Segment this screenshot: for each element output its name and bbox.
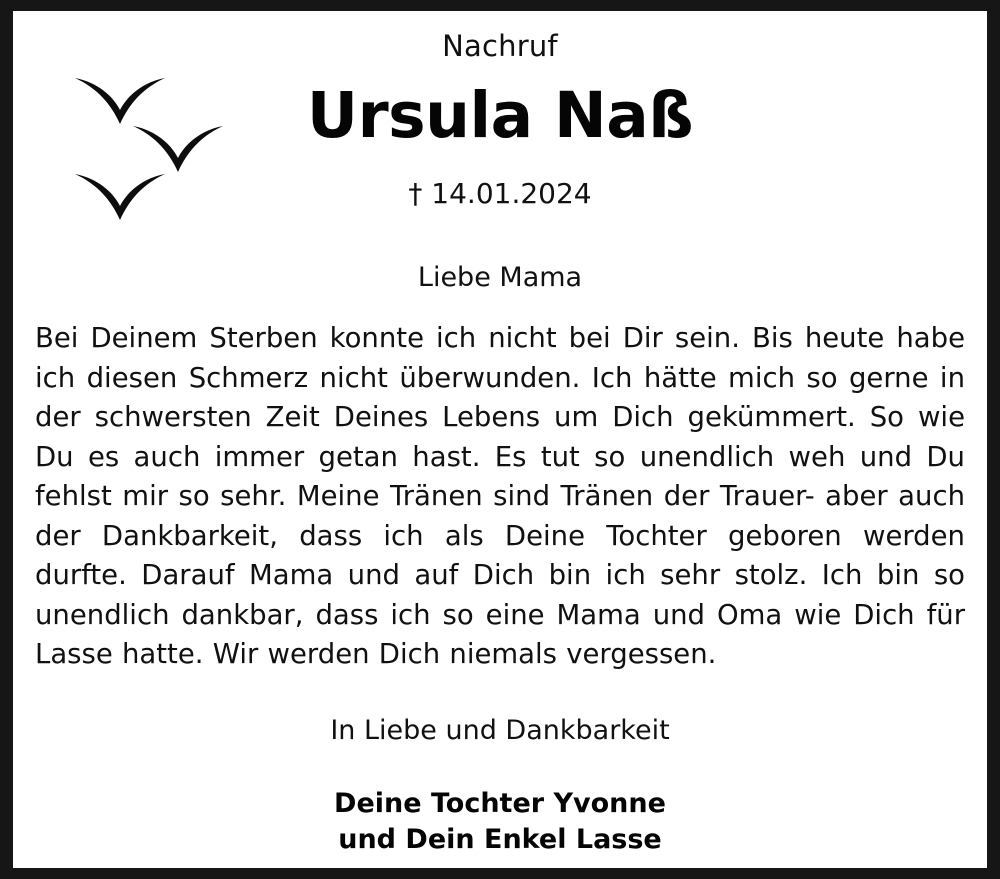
three-flying-birds-icon — [61, 66, 281, 226]
salutation: Liebe Mama — [417, 262, 583, 294]
signature-line-2: und Dein Enkel Lasse — [338, 823, 662, 855]
closing-line: In Liebe und Dankbarkeit — [330, 714, 670, 746]
obituary-inner — [13, 11, 987, 868]
signature-block — [13, 786, 987, 858]
signature-line-1: Deine Tochter Yvonne — [334, 787, 666, 819]
document-heading: Nachruf — [442, 29, 558, 63]
death-date: † 14.01.2024 — [408, 177, 592, 211]
deceased-name: Ursula Naß — [306, 79, 694, 152]
memorial-text: Bei Deinem Sterben konnte ich nicht bei Dir sein. Bis heute habe ich diesen Schmerz nicht überwunden. Ich hätte mich so gerne in der schwersten Zeit Deines Lebens um Dich gekümmert. So wie Du es auch immer getan hast. Es tut so unendlich weh und Du fehlst mir so sehr. Meine Tränen sind Tränen der Trauer- aber auch der Dankbarkeit, dass ich als Deine Tochter geboren werden durfte. Darauf Mama und auf Dich bin ich sehr stolz. Ich bin so unendlich dankbar, dass ich so eine Mama und Oma wie Dich für Lasse hatte. Wir werden Dich niemals vergessen. — [35, 322, 965, 671]
